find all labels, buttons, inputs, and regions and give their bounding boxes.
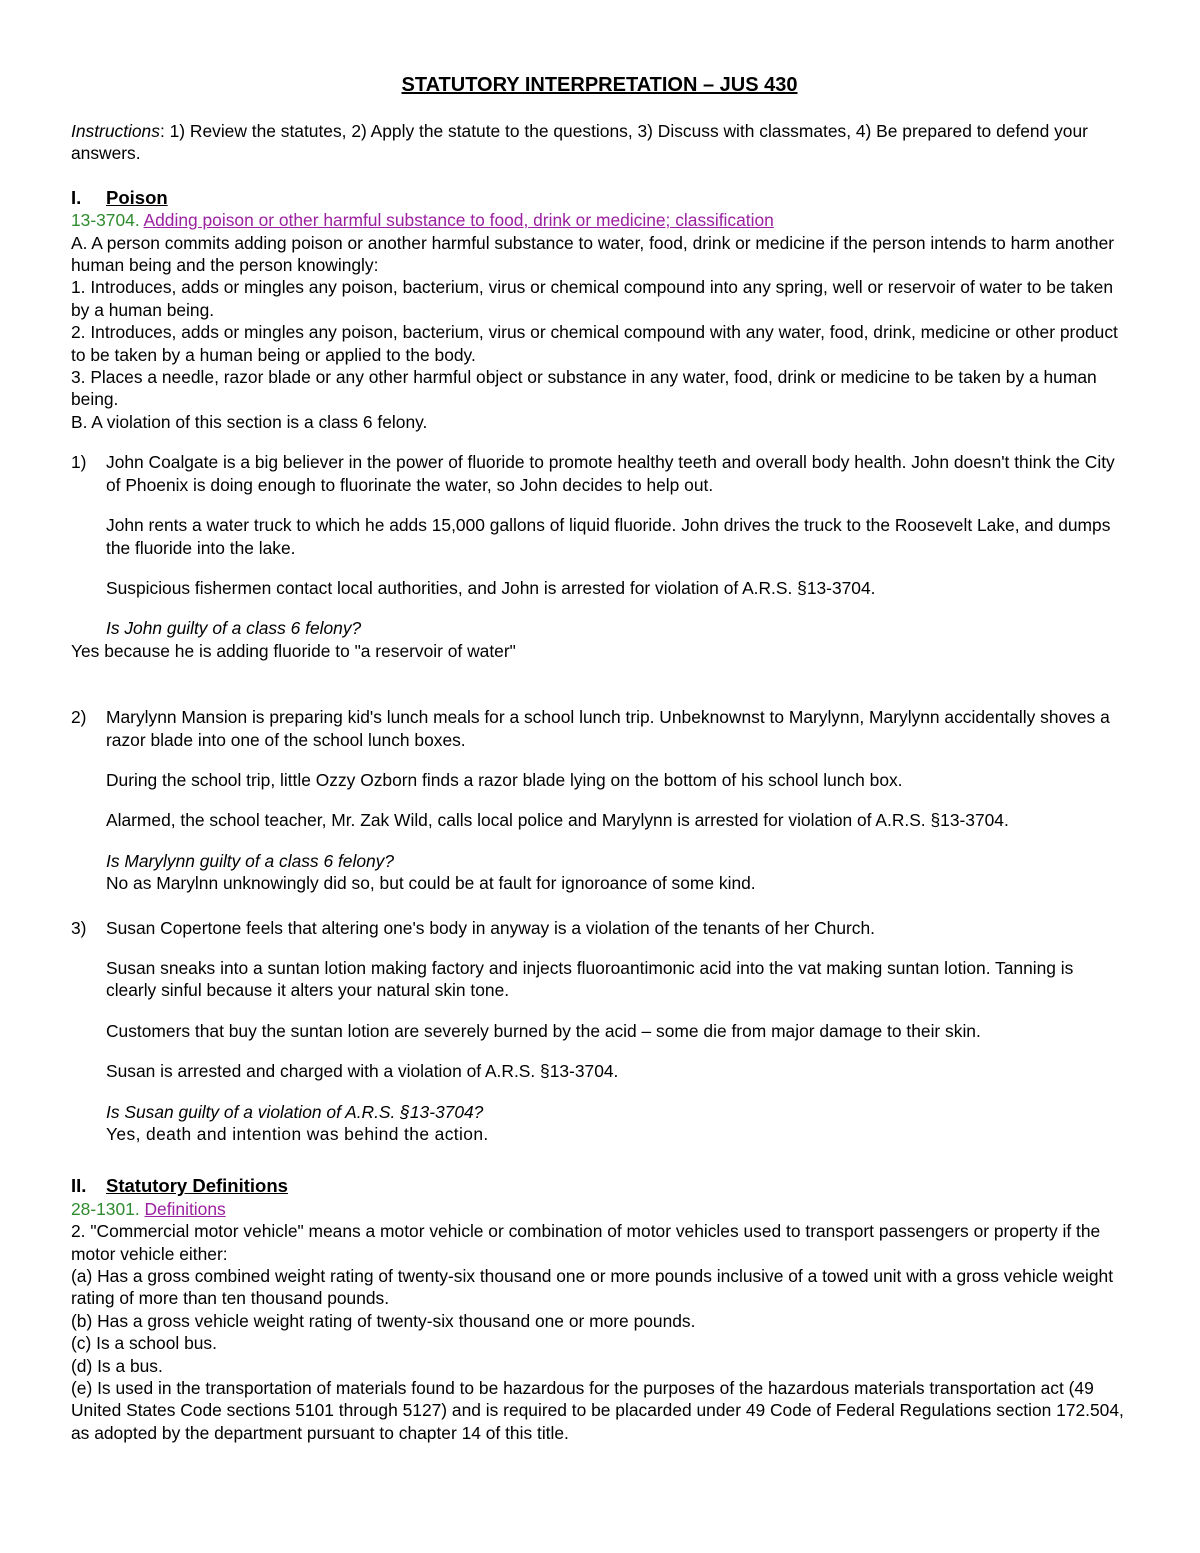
question-paragraph: John Coalgate is a big believer in the power of fluoride to promote healthy teeth and overall body health. John doesn't think the City of Phoenix is doing enough to fluorinate the water, so John decides to help out.	[106, 452, 1115, 495]
question-paragraph: Susan is arrested and charged with a violation of A.R.S. §13-3704.	[106, 1061, 619, 1082]
section-heading	[71, 1175, 1128, 1197]
section-statutory-definitions	[71, 1175, 1128, 1444]
question-item	[71, 706, 1128, 894]
statute-title-link[interactable]: Definitions	[144, 1198, 226, 1219]
question-paragraph: Susan sneaks into a suntan lotion making factory and injects fluoroantimonic acid into the vat making suntan lotion. Tanning is clearly sinful because it alters your natural skin tone.	[106, 957, 1074, 1001]
question-answer: Yes because he is adding fluoride to "a reservoir of water"	[71, 640, 516, 661]
question-item	[71, 451, 1128, 662]
statute-line: A. A person commits adding poison or another harmful substance to water, food, drink or medicine if the person intends to harm another human being and the person knowingly:	[71, 232, 1115, 276]
definition-line: (b) Has a gross vehicle weight rating of twenty-six thousand one or more pounds.	[71, 1310, 696, 1331]
statute-number: 28-1301.	[71, 1198, 140, 1219]
question-prompt: Is John guilty of a class 6 felony?	[106, 618, 362, 639]
question-answer: No as Marylnn unknowingly did so, but could be at fault for ignoroance of some kind.	[106, 873, 756, 894]
statute-number: 13-3704.	[71, 210, 140, 231]
section-numeral: I.	[71, 186, 82, 208]
definition-line: (c) Is a school bus.	[71, 1333, 217, 1354]
question-number: 3)	[71, 917, 87, 938]
question-number: 1)	[71, 452, 87, 473]
question-paragraph: During the school trip, little Ozzy Ozborn finds a razor blade lying on the bottom of his school lunch box.	[106, 769, 903, 790]
instructions-label: Instructions	[71, 121, 160, 141]
instructions	[71, 120, 1128, 165]
question-paragraph: Marylynn Mansion is preparing kid's lunch meals for a school lunch trip. Unbeknownst to Marylynn, Marylynn accidentally shoves a razor blade into one of the school lunch boxes.	[106, 707, 1110, 750]
statute-line: B. A violation of this section is a class 6 felony.	[71, 411, 428, 432]
statute-reference	[71, 1198, 1128, 1220]
question-prompt: Is Susan guilty of a violation of A.R.S. §13-3704?	[106, 1101, 484, 1122]
question-number: 2)	[71, 707, 87, 728]
statute-line: 3. Places a needle, razor blade or any other harmful object or substance in any water, food, drink or medicine to be taken by a human being.	[71, 367, 1097, 410]
definition-line: (a) Has a gross combined weight rating of twenty-six thousand one or more pounds inclusive of a towed unit with a gross vehicle weight rating of more than ten thousand pounds.	[71, 1266, 1114, 1309]
instructions-text: : 1) Review the statutes, 2) Apply the statute to the questions, 3) Discuss with classmates, 4) Be prepared to defend your answers.	[71, 121, 1088, 164]
question-paragraph: Susan Copertone feels that altering one's body in anyway is a violation of the tenants of her Church.	[106, 917, 875, 938]
statute-title-link[interactable]: Adding poison or other harmful substance to food, drink or medicine; classification	[143, 210, 774, 231]
question-paragraph: Alarmed, the school teacher, Mr. Zak Wild, calls local police and Marylynn is arrested for violation of A.R.S. §13-3704.	[106, 810, 1009, 831]
statute-reference	[71, 209, 1128, 231]
question-item	[71, 917, 1128, 1146]
definition-line: 2. "Commercial motor vehicle" means a motor vehicle or combination of motor vehicles used to transport passengers or property if the motor vehicle either:	[71, 1221, 1101, 1264]
question-paragraph: Customers that buy the suntan lotion are severely burned by the acid – some die from major damage to their skin.	[106, 1020, 981, 1041]
definition-line: (d) Is a bus.	[71, 1355, 163, 1376]
section-numeral: II.	[71, 1175, 87, 1197]
question-prompt: Is Marylynn guilty of a class 6 felony?	[106, 850, 395, 871]
section-title: Statutory Definitions	[106, 1175, 288, 1197]
question-paragraph: John rents a water truck to which he adds 15,000 gallons of liquid fluoride. John drives the truck to the Roosevelt Lake, and dumps the fluoride into the lake.	[106, 515, 1111, 558]
question-paragraph: Suspicious fishermen contact local authorities, and John is arrested for violation of A.R.S. §13-3704.	[106, 577, 876, 598]
section-title: Poison	[106, 186, 168, 208]
statute-line: 1. Introduces, adds or mingles any poison, bacterium, virus or chemical compound into any spring, well or reservoir of water to be taken by a human being.	[71, 277, 1114, 320]
statute-line: 2. Introduces, adds or mingles any poison, bacterium, virus or chemical compound with any water, food, drink, medicine or other product to be taken by a human being or applied to the body.	[71, 322, 1118, 365]
section-heading	[71, 187, 1128, 209]
question-list	[71, 451, 1128, 1145]
definition-line: (e) Is used in the transportation of materials found to be hazardous for the purposes of the hazardous materials transportation act (49 United States Code sections 5101 through 5127) and is required to be placarded under 49 Code of Federal Regulations section 172.504, as adopted by the department pursuant to chapter 14 of this title.	[71, 1378, 1124, 1443]
section-poison	[71, 187, 1128, 1146]
document-title: STATUTORY INTERPRETATION – JUS 430	[401, 74, 798, 96]
question-answer: Yes, death and intention was behind the action.	[106, 1124, 489, 1144]
